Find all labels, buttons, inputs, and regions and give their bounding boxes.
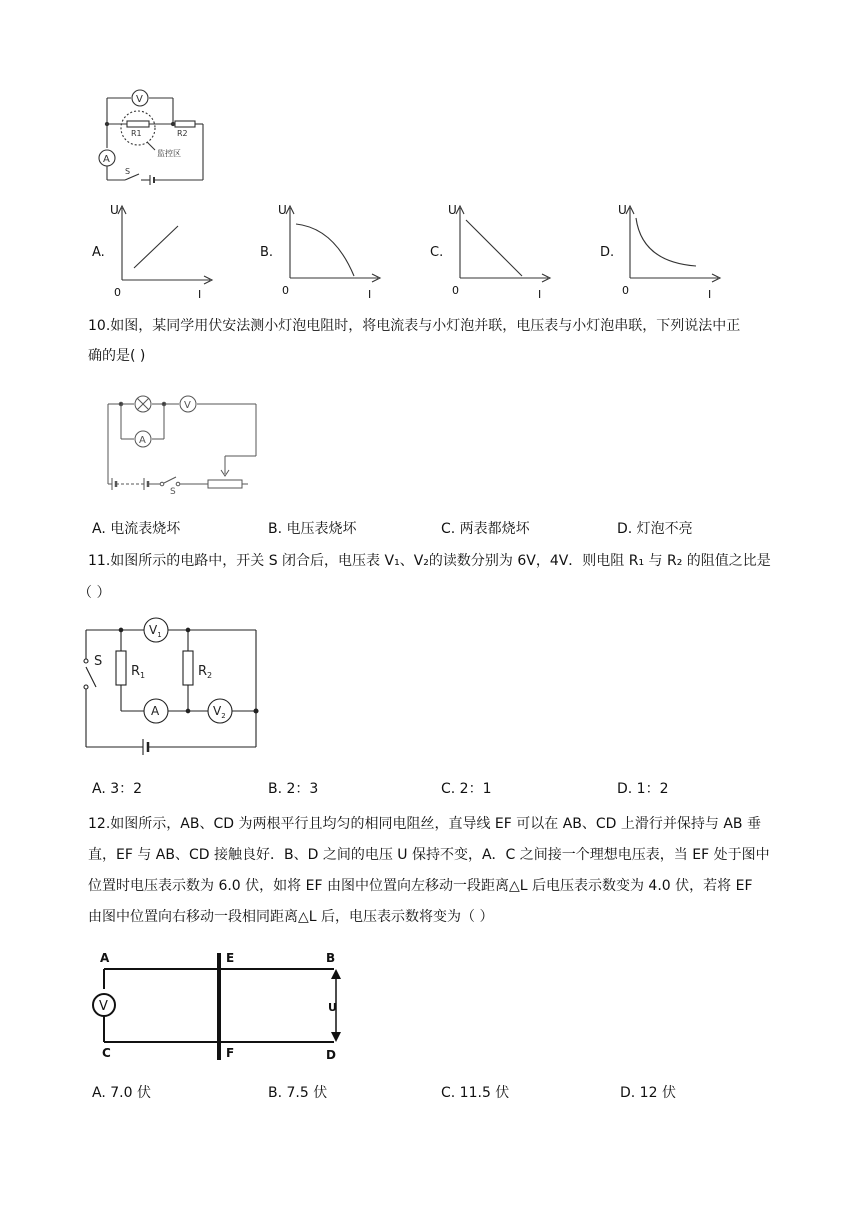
q11-r2-label: $R_2$: [198, 664, 213, 680]
q9-graph-a: [88, 198, 228, 303]
q11-option-b[interactable]: B. 2：3: [268, 781, 319, 797]
q9-circuit-diagram: [95, 88, 210, 188]
q12-label-u: U: [328, 1001, 337, 1014]
q12-label-a: A: [100, 951, 110, 965]
q9-graph-a-u-label: U: [110, 203, 119, 217]
q10-switch-label: S: [170, 487, 176, 497]
q9-graph-d-curve: [636, 218, 696, 266]
q10-option-b[interactable]: B. 电压表烧坏: [268, 521, 357, 537]
q11-circuit-diagram: [80, 617, 270, 757]
q9-zone-label: 监控区: [157, 149, 181, 158]
q12-stem-line-1: 12.如图所示，AB、CD 为两根平行且均匀的相同电阻丝，直导线 EF 可以在 AB、CD 上滑行并保持与 AB 垂: [88, 816, 761, 832]
q9-graph-c: [426, 198, 566, 303]
q9-r2-label: R2: [177, 129, 188, 138]
q10-option-c[interactable]: C. 两表都烧坏: [441, 521, 530, 537]
q11-option-c[interactable]: C. 2：1: [441, 781, 492, 797]
q10-stem-line-2: 确的是( ): [88, 348, 146, 364]
q12-stem-line-3: 位置时电压表示数为 6.0 伏，如将 EF 由图中位置向左移动一段距离△L 后电压表示数变为 4.0 伏，若将 EF: [88, 878, 753, 894]
q9-switch-label: S: [125, 167, 131, 176]
q12-circuit-diagram: [90, 945, 355, 1070]
q10-stem-line-1: 10.如图，某同学用伏安法测小灯泡电阻时，将电流表与小灯泡并联，电压表与小灯泡串联，下列说法中正: [88, 318, 741, 334]
q9-voltmeter-label: V: [136, 94, 143, 105]
q10-ammeter-label: A: [139, 435, 146, 446]
q9-graph-a-i-label: I: [198, 288, 202, 301]
q9-graph-c-i-label: I: [538, 288, 542, 301]
q9-graph-d-option: D.: [600, 245, 615, 260]
q12-option-c[interactable]: C. 11.5 伏: [441, 1085, 510, 1101]
q11-option-a[interactable]: A. 3：2: [92, 781, 143, 797]
q12-option-d[interactable]: D. 12 伏: [620, 1085, 676, 1101]
q11-v2-label: $V_2$: [213, 704, 226, 720]
q11-v1-label: $V_1$: [149, 623, 162, 639]
q12-stem-line-4: 由图中位置向右移动一段相同距离△L 后，电压表示数将变为（ ）: [88, 909, 494, 925]
q12-label-e: E: [226, 951, 235, 965]
q9-r1-label: R1: [131, 129, 142, 138]
q9-graph-b-origin: 0: [282, 284, 289, 297]
q11-r1-label: $R_1$: [131, 664, 146, 680]
q9-graph-b-i-label: I: [368, 288, 372, 301]
q12-label-d: D: [326, 1048, 336, 1062]
q9-graph-d-i-label: I: [708, 288, 712, 301]
q12-label-f: F: [226, 1046, 235, 1060]
q9-graph-b-option: B.: [260, 245, 274, 260]
q9-graph-b-curve: [296, 224, 354, 276]
q9-graph-a-origin: 0: [114, 286, 121, 299]
q11-switch-label: S: [94, 654, 103, 669]
q10-voltmeter-label: V: [184, 400, 191, 411]
q10-option-a[interactable]: A. 电流表烧坏: [92, 521, 181, 537]
q12-label-c: C: [102, 1046, 111, 1060]
q9-graph-c-option: C.: [430, 245, 444, 260]
q9-graph-a-option: A.: [92, 245, 105, 260]
q11-option-d[interactable]: D. 1：2: [617, 781, 669, 797]
q9-graph-c-origin: 0: [452, 284, 459, 297]
q12-stem-line-2: 直，EF 与 AB、CD 接触良好．B、D 之间的电压 U 保持不变，A．C 之间接一个理想电压表，当 EF 处于图中: [88, 847, 770, 863]
q11-ammeter-label: A: [151, 704, 160, 718]
q9-graph-a-curve: [134, 226, 178, 268]
q9-ammeter-label: A: [103, 154, 110, 165]
q9-graph-b: [256, 198, 396, 303]
q9-graph-c-u-label: U: [448, 203, 457, 217]
q11-stem-line-1: 11.如图所示的电路中，开关 S 闭合后，电压表 V₁、V₂的读数分别为 6V，4V．则电阻 R₁ 与 R₂ 的阻值之比是: [88, 553, 771, 569]
q10-option-d[interactable]: D. 灯泡不亮: [617, 521, 693, 537]
q10-circuit-diagram: [98, 388, 263, 503]
q9-graph-c-curve: [466, 220, 522, 276]
q9-graph-d: [596, 198, 736, 303]
q12-voltmeter-label: V: [99, 999, 108, 1014]
q9-graph-b-u-label: U: [278, 203, 287, 217]
q12-option-a[interactable]: A. 7.0 伏: [92, 1085, 151, 1101]
q9-graph-d-u-label: U: [618, 203, 627, 217]
q11-stem-line-2: （ ）: [78, 585, 111, 601]
q9-graph-d-origin: 0: [622, 284, 629, 297]
q12-option-b[interactable]: B. 7.5 伏: [268, 1085, 328, 1101]
q12-label-b: B: [326, 951, 336, 965]
